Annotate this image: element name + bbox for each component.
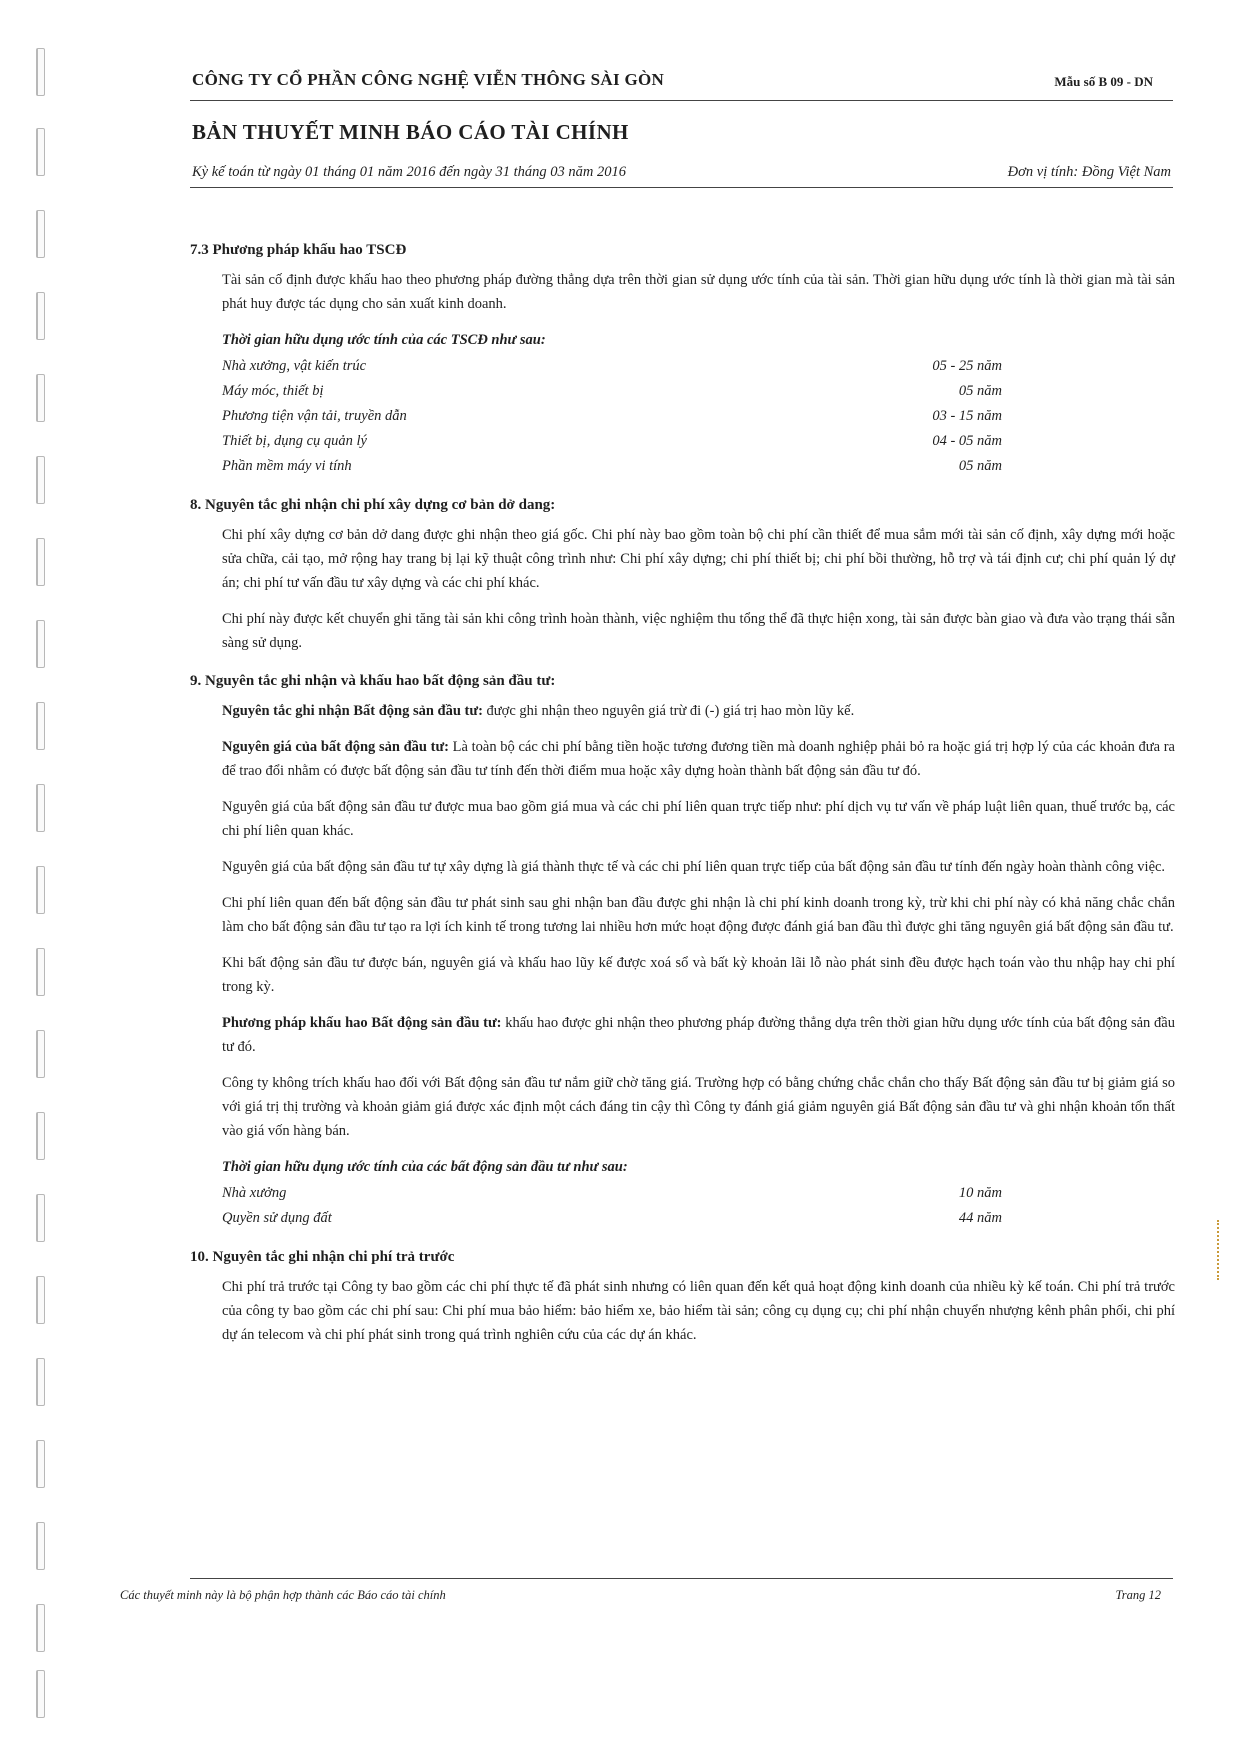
section-heading: 9. Nguyên tắc ghi nhận và khấu hao bất động sản đầu tư:: [190, 673, 556, 689]
asset-life: 05 năm: [958, 458, 1002, 474]
asset-label: Máy móc, thiết bị: [222, 383, 324, 399]
binding-mark: [36, 1522, 45, 1570]
paragraph: Chi phí trả trước tại Công ty bao gồm các chi phí thực tế đã phát sinh nhưng có liên quan đến kết quả hoạt động kinh doanh của nhiều kỳ kế toán. Chi phí trả trước của công ty bao gồm các chi phí sau: Chi phí mua bảo hiểm: bảo hiểm xe, bảo hiểm tài sản; công cụ dụng cụ; chi phí nhận chuyển nhượng kênh phân phối, chi phí dự án telecom và chi phí phát sinh trong quá trình nghiên cứu của các dự án khác.: [222, 1279, 1175, 1343]
asset-life: 03 - 15 năm: [932, 408, 1002, 424]
binding-mark: [36, 538, 45, 586]
paragraph-lead: Nguyên giá của bất động sản đầu tư:: [222, 739, 449, 755]
paragraph: [222, 699, 1175, 723]
section-heading: 7.3 Phương pháp khấu hao TSCĐ: [190, 242, 407, 258]
binding-mark: [36, 128, 45, 176]
section-heading: 8. Nguyên tắc ghi nhận chi phí xây dựng cơ bản dở dang:: [190, 497, 556, 513]
paragraph-lead: Nguyên tắc ghi nhận Bất động sản đầu tư:: [222, 703, 483, 719]
asset-label: Nhà xưởng: [222, 1185, 287, 1201]
asset-life: 04 - 05 năm: [932, 433, 1002, 449]
useful-life-row: [222, 1206, 1002, 1231]
footer-rule: [190, 1578, 1173, 1579]
paragraph: Nguyên giá của bất động sản đầu tư tự xây dựng là giá thành thực tế và các chi phí liên quan trực tiếp của bất động sản đầu tư tính đến ngày hoàn thành công việc.: [222, 859, 1166, 875]
paragraph: [222, 735, 1175, 783]
binding-mark: [36, 948, 45, 996]
paragraph: Tài sản cố định được khấu hao theo phương pháp đường thẳng dựa trên thời gian sử dụng ước tính của tài sản. Thời gian hữu dụng ước tính là thời gian mà tài sản phát huy được tác dụng cho sản xuất kinh doanh.: [222, 272, 1175, 312]
edge-mark: [1215, 1220, 1219, 1280]
asset-label: Phần mềm máy vi tính: [222, 458, 352, 474]
page-number: Trang 12: [1115, 1588, 1161, 1602]
paragraph-text: được ghi nhận theo nguyên giá trừ đi (-) giá trị hao mòn lũy kế.: [482, 703, 855, 719]
useful-life-row: [222, 379, 1002, 404]
paragraph: [222, 1011, 1175, 1059]
paragraph-text: khấu hao được ghi nhận theo phương pháp đường thẳng dựa trên thời gian hữu dụng ước tính của bất động sản đầu tư đó.: [222, 1015, 1175, 1055]
binding-mark: [36, 1030, 45, 1078]
binding-mark: [36, 866, 45, 914]
useful-life-row: [222, 429, 1002, 454]
paragraph-text: Là toàn bộ các chi phí bằng tiền hoặc tương đương tiền mà doanh nghiệp phải bỏ ra hoặc giá trị hợp lý của các khoản đưa ra để trao đổi nhằm có được bất động sản đầu tư tính đến thời điểm mua hoặc xây dựng hoàn thành bất động sản đầu tư đó.: [222, 739, 1175, 779]
binding-mark: [36, 702, 45, 750]
section-7-3: [190, 238, 1175, 479]
paragraph: Công ty không trích khấu hao đối với Bất động sản đầu tư nắm giữ chờ tăng giá. Trường hợp có bằng chứng chắc chắn cho thấy Bất động sản đầu tư bị giảm giá so với giá trị thị trường và khoản giảm giá được xác định một cách đáng tin cậy thì Công ty đánh giá giảm nguyên giá Bất động sản đầu tư và ghi nhận khoản tổn thất vào giá vốn hàng bán.: [222, 1075, 1175, 1139]
company-name: CÔNG TY CỔ PHẦN CÔNG NGHỆ VIỄN THÔNG SÀI GÒN: [192, 70, 665, 89]
useful-life-row: [222, 354, 1002, 379]
binding-mark: [36, 1440, 45, 1488]
section-8: [190, 493, 1175, 655]
paragraph: Chi phí này được kết chuyển ghi tăng tài sản khi công trình hoàn thành, việc nghiệm thu tổng thể đã thực hiện xong, tài sản được bàn giao và đưa vào trạng thái sẵn sàng sử dụng.: [222, 611, 1175, 651]
binding-mark: [36, 292, 45, 340]
paragraph: Khi bất động sản đầu tư được bán, nguyên giá và khấu hao lũy kế được xoá sổ và bất kỳ khoản lãi lỗ nào phát sinh đều được hạch toán vào thu nhập hay chi phí trong kỳ.: [222, 955, 1175, 995]
useful-life-row: [222, 454, 1002, 479]
asset-life: 10 năm: [958, 1185, 1002, 1201]
header-rule: [190, 100, 1173, 101]
section-heading: 10. Nguyên tắc ghi nhận chi phí trả trước: [190, 1249, 455, 1265]
binding-mark: [36, 1276, 45, 1324]
binding-mark: [36, 1670, 45, 1718]
paragraph: Nguyên giá của bất động sản đầu tư được mua bao gồm giá mua và các chi phí liên quan trực tiếp như: phí dịch vụ tư vấn về pháp luật liên quan, thuế trước bạ, các chi phí liên quan khác.: [222, 799, 1175, 839]
binding-mark: [36, 48, 45, 96]
paragraph-lead: Phương pháp khấu hao Bất động sản đầu tư:: [222, 1015, 502, 1031]
asset-life: 05 năm: [958, 383, 1002, 399]
reporting-period: Kỳ kế toán từ ngày 01 tháng 01 năm 2016 đến ngày 31 tháng 03 năm 2016: [192, 164, 627, 180]
binding-mark: [36, 210, 45, 258]
useful-life-table-title: Thời gian hữu dụng ước tính của các bất động sản đầu tư như sau:: [222, 1159, 628, 1175]
binding-mark: [36, 1194, 45, 1242]
useful-life-row: [222, 404, 1002, 429]
asset-label: Phương tiện vận tải, truyền dẫn: [222, 408, 407, 424]
binding-mark: [36, 784, 45, 832]
document-title: BẢN THUYẾT MINH BÁO CÁO TÀI CHÍNH: [192, 120, 629, 144]
paragraph: Chi phí xây dựng cơ bản dở dang được ghi nhận theo giá gốc. Chi phí này bao gồm toàn bộ chi phí cần thiết để mua sắm mới tài sản cố định, xây dựng mới hoặc sửa chữa, cải tạo, mở rộng hay trang bị lại kỹ thuật công trình như: Chi phí xây dựng; chi phí thiết bị; chi phí bồi thường, hỗ trợ và tái định cư; chi phí quản lý dự án; chi phí tư vấn đầu tư xây dựng và các chi phí khác.: [222, 527, 1175, 591]
asset-label: Thiết bị, dụng cụ quản lý: [222, 433, 367, 449]
asset-life: 44 năm: [958, 1210, 1002, 1226]
useful-life-row: [222, 1181, 1002, 1206]
paragraph: Chi phí liên quan đến bất động sản đầu tư phát sinh sau ghi nhận ban đầu được ghi nhận là chi phí kinh doanh trong kỳ, trừ khi chi phí này có khả năng chắc chắn làm cho bất động sản đầu tư tạo ra lợi ích kinh tế trong tương lai nhiều hơn mức hoạt động được đánh giá ban đầu thì được ghi tăng nguyên giá bất động sản đầu tư.: [222, 895, 1175, 935]
binding-mark: [36, 1604, 45, 1652]
asset-life: 05 - 25 năm: [932, 358, 1002, 374]
binding-mark: [36, 620, 45, 668]
binding-mark: [36, 374, 45, 422]
asset-label: Nhà xưởng, vật kiến trúc: [222, 358, 367, 374]
binding-mark: [36, 1112, 45, 1160]
asset-label: Quyền sử dụng đất: [222, 1210, 332, 1226]
section-9: [190, 669, 1175, 1231]
header-rule: [190, 187, 1173, 188]
form-code: Mẫu số B 09 - DN: [1054, 74, 1153, 89]
section-10: [190, 1245, 1175, 1347]
useful-life-table-title: Thời gian hữu dụng ước tính của các TSCĐ như sau:: [222, 332, 546, 348]
currency-unit: Đơn vị tính: Đồng Việt Nam: [1007, 164, 1171, 180]
document-body: [190, 238, 1175, 1359]
footer-note: Các thuyết minh này là bộ phận hợp thành các Báo cáo tài chính: [120, 1588, 446, 1602]
binding-mark: [36, 1358, 45, 1406]
binding-mark: [36, 456, 45, 504]
